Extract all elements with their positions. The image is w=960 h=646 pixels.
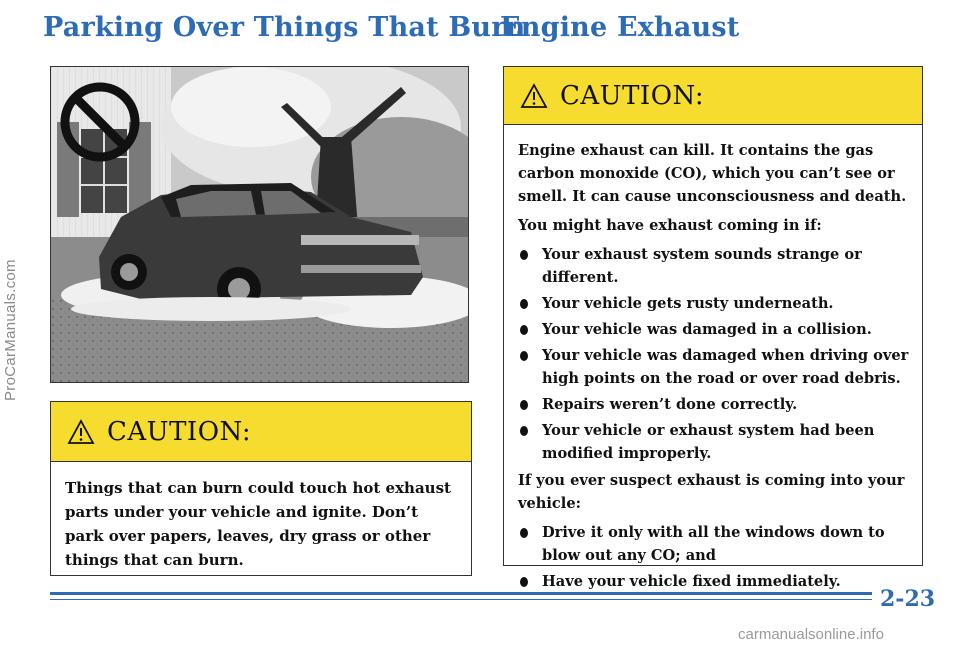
list-item: Your vehicle was damaged when driving over high points on the road or over road debris. [518,344,910,390]
bullet-icon [520,351,528,361]
list-item: Have your vehicle fixed immediately. [518,570,910,593]
caution-intro: Engine exhaust can kill. It contains the gas carbon monoxide (CO), which you can’t see or smell. It can cause unconsciousness and death. [518,142,907,205]
caution-title: CAUTION: [107,416,252,447]
footer-rule [50,592,872,595]
list-item: Drive it only with all the windows down to blow out any CO; and [518,521,910,567]
parked-car-photo [50,66,469,383]
bullet-icon [520,577,528,587]
list-item: Your vehicle was damaged in a collision. [518,318,910,341]
list-item: Repairs weren’t done correctly. [518,393,910,416]
bullet-icon [520,426,528,436]
warning-triangle-icon [520,83,548,109]
side-watermark: ProCarManuals.com [2,259,19,401]
list-item: Your vehicle or exhaust system had been modified improperly. [518,419,910,465]
page-number: 2-23 [880,586,936,612]
footer-rule-thin [50,599,872,600]
caution-text: Things that can burn could touch hot exhaust parts under your vehicle and ignite. Don’t park over papers, leaves, dry grass or other things that can burn. [65,479,451,569]
caution-title: CAUTION: [560,80,705,111]
bullet-icon [520,400,528,410]
bullet-icon [520,528,528,538]
no-symbol-icon [59,81,141,163]
bullet-list-1 [518,243,910,465]
list-item: Your exhaust system sounds strange or different. [518,243,910,289]
list-item: Your vehicle gets rusty underneath. [518,292,910,315]
right-caution-box [503,66,923,590]
caution-header [51,402,471,462]
caution-lead-1: You might have exhaust coming in if: [518,217,822,234]
left-heading: Parking Over Things That Burn [43,12,526,43]
caution-lead-2: If you ever suspect exhaust is coming into your vehicle: [518,472,905,512]
caution-header [504,67,922,125]
bullet-icon [520,250,528,260]
bullet-icon [520,325,528,335]
left-caution-box [50,401,472,576]
footer-watermark: carmanualsonline.info [738,626,884,643]
bullet-icon [520,299,528,309]
bullet-list-2 [518,521,910,593]
warning-triangle-icon [67,419,95,445]
right-heading: Engine Exhaust [500,12,740,43]
